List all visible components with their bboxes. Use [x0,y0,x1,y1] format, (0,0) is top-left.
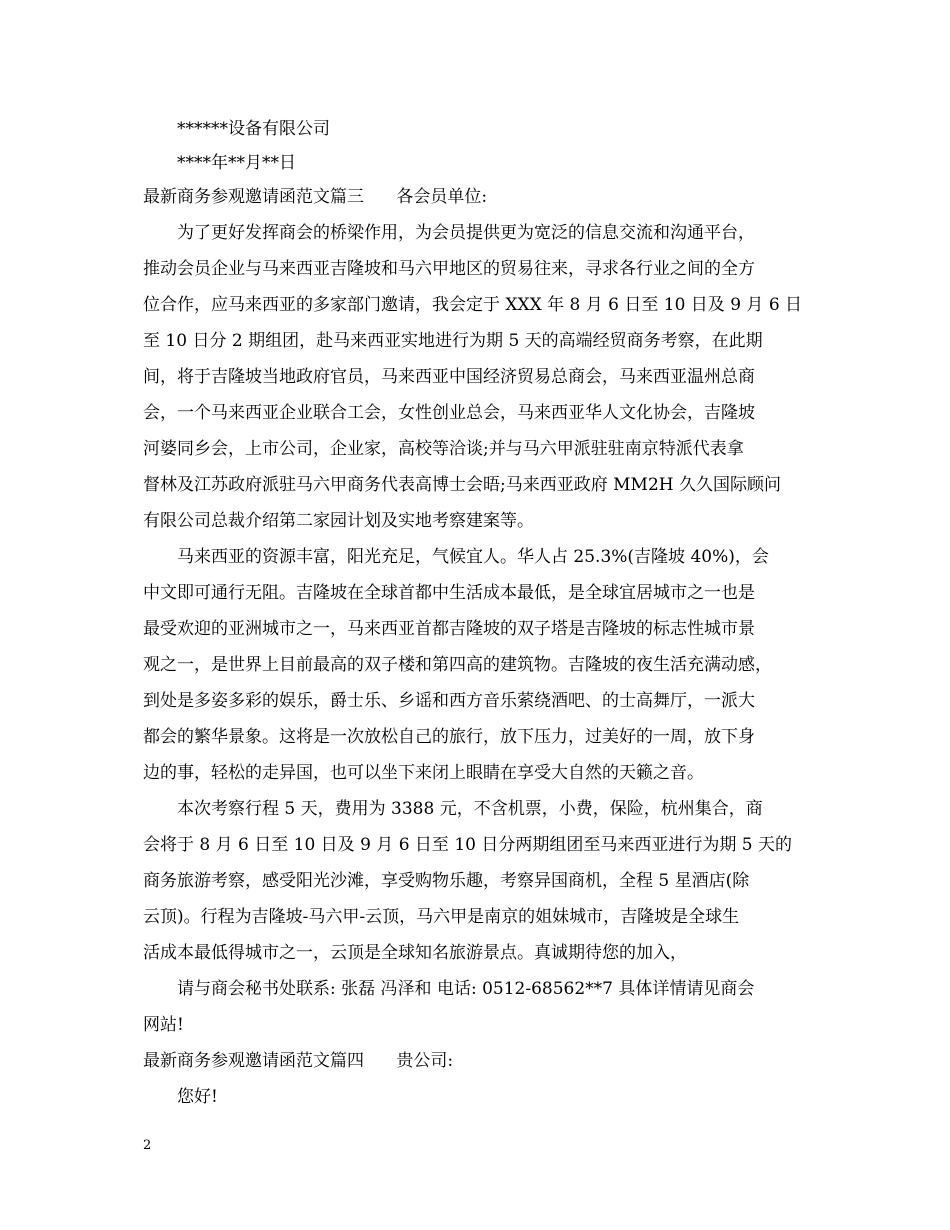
contact-line: 网站! [143,1015,184,1035]
paragraph-line: 最受欢迎的亚洲城市之一，马来西亚首都吉隆坡的双子塔是吉隆坡的标志性城市景 [143,619,755,639]
contact-line: 请与商会秘书处联系: 张磊 冯泽和 电话: 0512-68562**7 具体详情请见商会 [177,979,755,999]
paragraph-line: 活成本最低得城市之一，云顶是全球知名旅游景点。真诚期待您的加入， [143,943,687,963]
paragraph-line: 有限公司总裁介绍第二家园计划及实地考察建案等。 [143,511,534,531]
section-three-heading: 最新商务参观邀请函范文篇三 各会员单位: [143,187,488,207]
paragraph-line: 督林及江苏政府派驻马六甲商务代表高博士会晤;马来西亚政府 MM2H 久久国际顾问 [143,475,781,495]
paragraph-line: 会将于 8 月 6 日至 10 日及 9 月 6 日至 10 日分两期组团至马来西亚进行为期 5 天的 [143,835,792,855]
paragraph-line: 间，将于吉隆坡当地政府官员，马来西亚中国经济贸易总商会，马来西亚温州总商 [143,367,755,387]
page-number: 2 [143,1138,152,1153]
paragraph-line: 商务旅游考察，感受阳光沙滩，享受购物乐趣，考察异国商机，全程 5 星酒店(除 [143,871,750,891]
paragraph-line: 河婆同乡会，上市公司，企业家，高校等洽谈;并与马六甲派驻驻南京特派代表拿 [143,439,744,459]
paragraph-line: 会，一个马来西亚企业联合工会，女性创业总会，马来西亚华人文化协会，吉隆坡 [143,403,755,423]
paragraph-line: 到处是多姿多彩的娱乐，爵士乐、乡谣和西方音乐萦绕酒吧、的士高舞厅，一派大 [143,691,755,711]
paragraph-line: 中文即可通行无阻。吉隆坡在全球首都中生活成本最低，是全球宜居城市之一也是 [143,583,755,603]
greeting-line: 您好! [177,1087,218,1107]
company-name-line: ******设备有限公司 [177,119,330,139]
paragraph-line: 云顶)。行程为吉隆坡-马六甲-云顶，马六甲是南京的姐妹城市，吉隆坡是全球生 [143,907,740,927]
paragraph-line: 马来西亚的资源丰富，阳光充足，气候宜人。华人占 25.3%(吉隆坡 40%)，会 [177,547,769,567]
paragraph-line: 边的事，轻松的走异国，也可以坐下来闭上眼睛在享受大自然的天籁之音。 [143,763,704,783]
section-four-heading: 最新商务参观邀请函范文篇四 贵公司: [143,1051,454,1071]
paragraph-line: 观之一，是世界上目前最高的双子楼和第四高的建筑物。吉隆坡的夜生活充满动感， [143,655,772,675]
paragraph-line: 都会的繁华景象。这将是一次放松自己的旅行，放下压力，过美好的一周，放下身 [143,727,755,747]
paragraph-line: 本次考察行程 5 天，费用为 3388 元，不含机票，小费，保险，杭州集合，商 [177,799,763,819]
paragraph-line: 为了更好发挥商会的桥梁作用，为会员提供更为宽泛的信息交流和沟通平台， [177,223,755,243]
paragraph-line: 至 10 日分 2 期组团，赴马来西亚实地进行为期 5 天的高端经贸商务考察，在此期 [143,331,763,351]
paragraph-line: 推动会员企业与马来西亚吉隆坡和马六甲地区的贸易往来，寻求各行业之间的全方 [143,259,755,279]
date-line: ****年**月**日 [177,153,296,173]
paragraph-line: 位合作，应马来西亚的多家部门邀请，我会定于 XXX 年 8 月 6 日至 10 日及 9 月 6 日 [143,295,803,315]
